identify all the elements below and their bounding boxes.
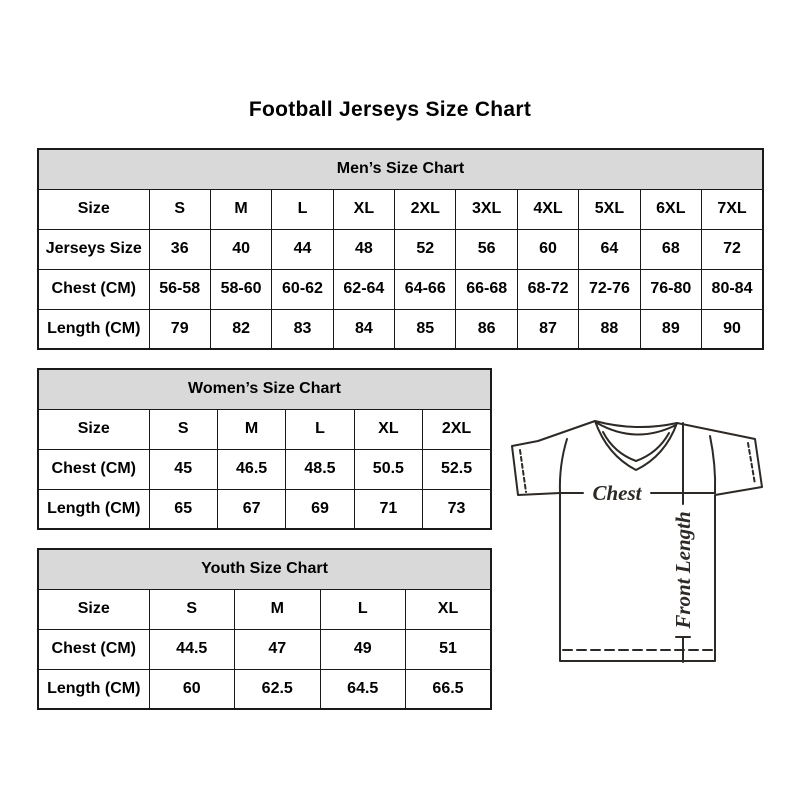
table-row: [38, 229, 763, 269]
cell: 72-76: [579, 269, 640, 309]
cell: 72: [702, 229, 763, 269]
cell: 58-60: [210, 269, 271, 309]
cell: 73: [423, 489, 491, 529]
table-header-band: [38, 549, 491, 589]
table-header-band: [38, 369, 491, 409]
row-label: Size: [38, 589, 149, 629]
cell: 89: [640, 309, 701, 349]
column-header: L: [320, 589, 406, 629]
cell: 49: [320, 629, 406, 669]
table-row: [38, 269, 763, 309]
row-label: Chest (CM): [38, 449, 149, 489]
cell: 45: [149, 449, 217, 489]
column-header: S: [149, 409, 217, 449]
column-header: 2XL: [423, 409, 491, 449]
cell: 68-72: [517, 269, 578, 309]
column-header: XL: [354, 409, 422, 449]
column-header: S: [149, 589, 235, 629]
column-header: 6XL: [640, 189, 701, 229]
cell: 52: [395, 229, 456, 269]
cell: 84: [333, 309, 394, 349]
cell: 47: [235, 629, 321, 669]
table-row: [38, 409, 491, 449]
jersey-silhouette-shape: [512, 421, 762, 661]
cell: 90: [702, 309, 763, 349]
column-header: 5XL: [579, 189, 640, 229]
cell: 88: [579, 309, 640, 349]
table-row: [38, 189, 763, 229]
table-title: Men’s Size Chart: [38, 149, 763, 189]
cell: 82: [210, 309, 271, 349]
table-row: [38, 449, 491, 489]
cell: 87: [517, 309, 578, 349]
cell: 62-64: [333, 269, 394, 309]
cell: 76-80: [640, 269, 701, 309]
cell: 79: [149, 309, 210, 349]
cell: 46.5: [217, 449, 285, 489]
cell: 66.5: [406, 669, 492, 709]
cell: 56: [456, 229, 517, 269]
cell: 64.5: [320, 669, 406, 709]
cell: 52.5: [423, 449, 491, 489]
cell: 44.5: [149, 629, 235, 669]
cell: 69: [286, 489, 354, 529]
column-header: 3XL: [456, 189, 517, 229]
column-header: M: [210, 189, 271, 229]
column-header: M: [217, 409, 285, 449]
cell: 68: [640, 229, 701, 269]
cell: 62.5: [235, 669, 321, 709]
column-header: M: [235, 589, 321, 629]
cell: 40: [210, 229, 271, 269]
column-header: L: [286, 409, 354, 449]
cell: 60-62: [272, 269, 333, 309]
cell: 48: [333, 229, 394, 269]
cell: 71: [354, 489, 422, 529]
table-row: [38, 669, 491, 709]
column-header: XL: [333, 189, 394, 229]
cell: 36: [149, 229, 210, 269]
table-row: [38, 629, 491, 669]
cell: 64: [579, 229, 640, 269]
row-label: Chest (CM): [38, 629, 149, 669]
chest-measure-label: Chest: [592, 481, 642, 505]
cell: 86: [456, 309, 517, 349]
jersey-measurement-diagram: [505, 403, 775, 673]
table-row: [38, 489, 491, 529]
youth-size-table: [37, 548, 492, 710]
row-label: Jerseys Size: [38, 229, 149, 269]
column-header: L: [272, 189, 333, 229]
table-row: [38, 309, 763, 349]
row-label: Length (CM): [38, 309, 149, 349]
row-label: Size: [38, 189, 149, 229]
cell: 83: [272, 309, 333, 349]
mens-size-table: [37, 148, 764, 350]
cell: 56-58: [149, 269, 210, 309]
cell: 60: [149, 669, 235, 709]
page-title: Football Jerseys Size Chart: [248, 98, 532, 121]
column-header: XL: [406, 589, 492, 629]
table-header-band: [38, 149, 763, 189]
cell: 67: [217, 489, 285, 529]
cell: 80-84: [702, 269, 763, 309]
womens-size-table: [37, 368, 492, 530]
cell: 60: [517, 229, 578, 269]
column-header: S: [149, 189, 210, 229]
cell: 85: [395, 309, 456, 349]
cell: 65: [149, 489, 217, 529]
row-label: Chest (CM): [38, 269, 149, 309]
cell: 50.5: [354, 449, 422, 489]
column-header: 7XL: [702, 189, 763, 229]
cell: 44: [272, 229, 333, 269]
row-label: Length (CM): [38, 489, 149, 529]
table-title: Women’s Size Chart: [38, 369, 491, 409]
row-label: Size: [38, 409, 149, 449]
cell: 64-66: [395, 269, 456, 309]
cell: 66-68: [456, 269, 517, 309]
table-title: Youth Size Chart: [38, 549, 491, 589]
cell: 48.5: [286, 449, 354, 489]
table-row: [38, 589, 491, 629]
row-label: Length (CM): [38, 669, 149, 709]
column-header: 4XL: [517, 189, 578, 229]
cell: 51: [406, 629, 492, 669]
column-header: 2XL: [395, 189, 456, 229]
front-length-measure-label: Front Length: [671, 511, 695, 629]
